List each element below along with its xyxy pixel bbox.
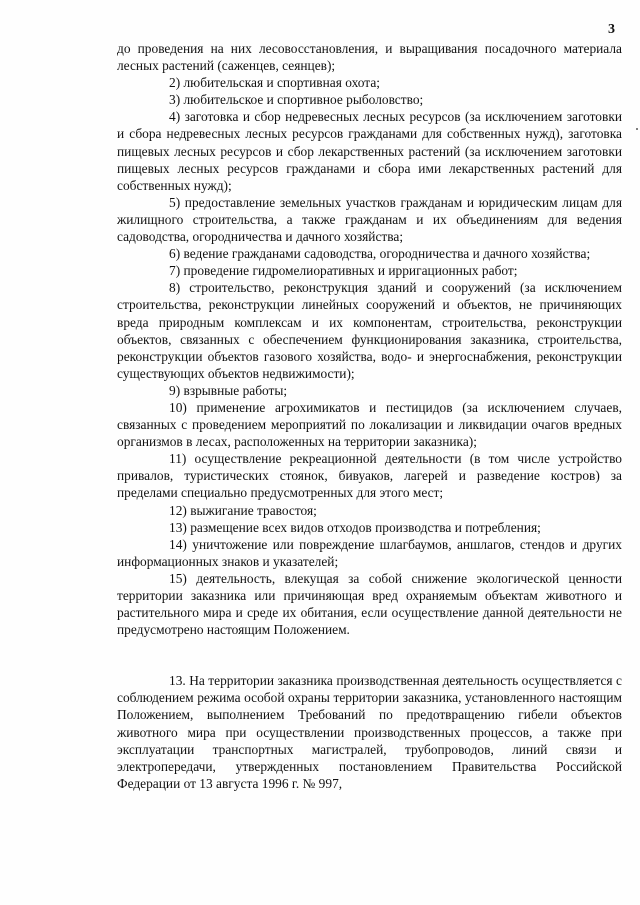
list-item-8: 8) строительство, реконструкция зданий и сооружений (за исключением строительства, реконструкции линейных сооружений и объектов, не причиняющих вреда природным комплексам и их компонентам, строительства, реконструкции объектов, связанных с обеспечением функционирования заказника, строительства, реконструкции объектов газового хозяйства, водо- и энергоснабжения, реконструкции существующих объектов недвижимости); xyxy=(117,280,622,381)
list-item-4: 4) заготовка и сбор недревесных лесных ресурсов (за исключением заготовки и сбора недревесных лесных ресурсов гражданами для собственных нужд), заготовка пищевых лесных ресурсов и сбор лекарственных растений (за исключением заготовки пищевых лесных ресурсов гражданами и сбора ими лекарственных растений для собственных нужд); xyxy=(117,109,622,193)
list-item-2: 2) любительская и спортивная охота; xyxy=(169,75,380,91)
list-item-13: 13) размещение всех видов отходов производства и потребления; xyxy=(169,519,541,535)
list-item-15: 15) деятельность, влекущая за собой снижение экологической ценности территории заказника или причиняющая вред охраняемым объектам животного и растительного мира и среде их обитания, если осуществление данной деятельности не предусмотрено настоящим Положением. xyxy=(117,570,622,638)
list-item-11: 11) осуществление рекреационной деятельности (в том числе устройство привалов, туристических стоянок, бивуаков, лагерей и разведение костров) за пределами специально предусмотренных для этого мест; xyxy=(117,451,622,501)
list-item-10: 10) применение агрохимикатов и пестицидов (за исключением случаев, связанных с проведением мероприятий по локализации и ликвидации очагов вредных организмов в лесах, расположенных на территории заказника); xyxy=(117,399,622,450)
list-item-6: 6) ведение гражданами садоводства, огородничества и дачного хозяйства; xyxy=(169,246,591,262)
list-item-9: 9) взрывные работы; xyxy=(169,382,288,398)
section-13-paragraph: 13. На территории заказника производственная деятельность осуществляется с соблюдением режима особой охраны территории заказника, установленного настоящим Положением, выполнением Требований по предотвращению гибели объектов животного мира при осуществлении производственных процессов, а также при эксплуатации транспортных магистралей, трубопроводов, линий связи и электропередачи, утвержденных постановлением Правительства Российской Федерации от 13 августа 1996 г. № 997, xyxy=(117,673,622,791)
list-item-12: 12) выжигание травостоя; xyxy=(169,502,317,518)
list-item-14: 14) уничтожение или повреждение шлагбаумов, аншлагов, стендов и других информационных знаков и указателей; xyxy=(117,536,622,569)
list-item-5: 5) предоставление земельных участков гражданам и юридическим лицам для жилищного строительства, а также гражданам и их объединениям для ведения садоводства, огородничества и дачного хозяйства; xyxy=(117,194,622,245)
scan-speck xyxy=(636,128,638,130)
list-item-7: 7) проведение гидромелиоративных и ирригационных работ; xyxy=(169,263,518,279)
paragraph-gap xyxy=(117,638,622,672)
list-item-3: 3) любительское и спортивное рыболовство; xyxy=(169,92,424,108)
paragraph-continuation: до проведения на них лесовосстановления, и выращивания посадочного материала лесных растений (саженцев, сеянцев); xyxy=(117,41,622,74)
page-number: 3 xyxy=(608,22,615,37)
document-body xyxy=(117,40,622,792)
